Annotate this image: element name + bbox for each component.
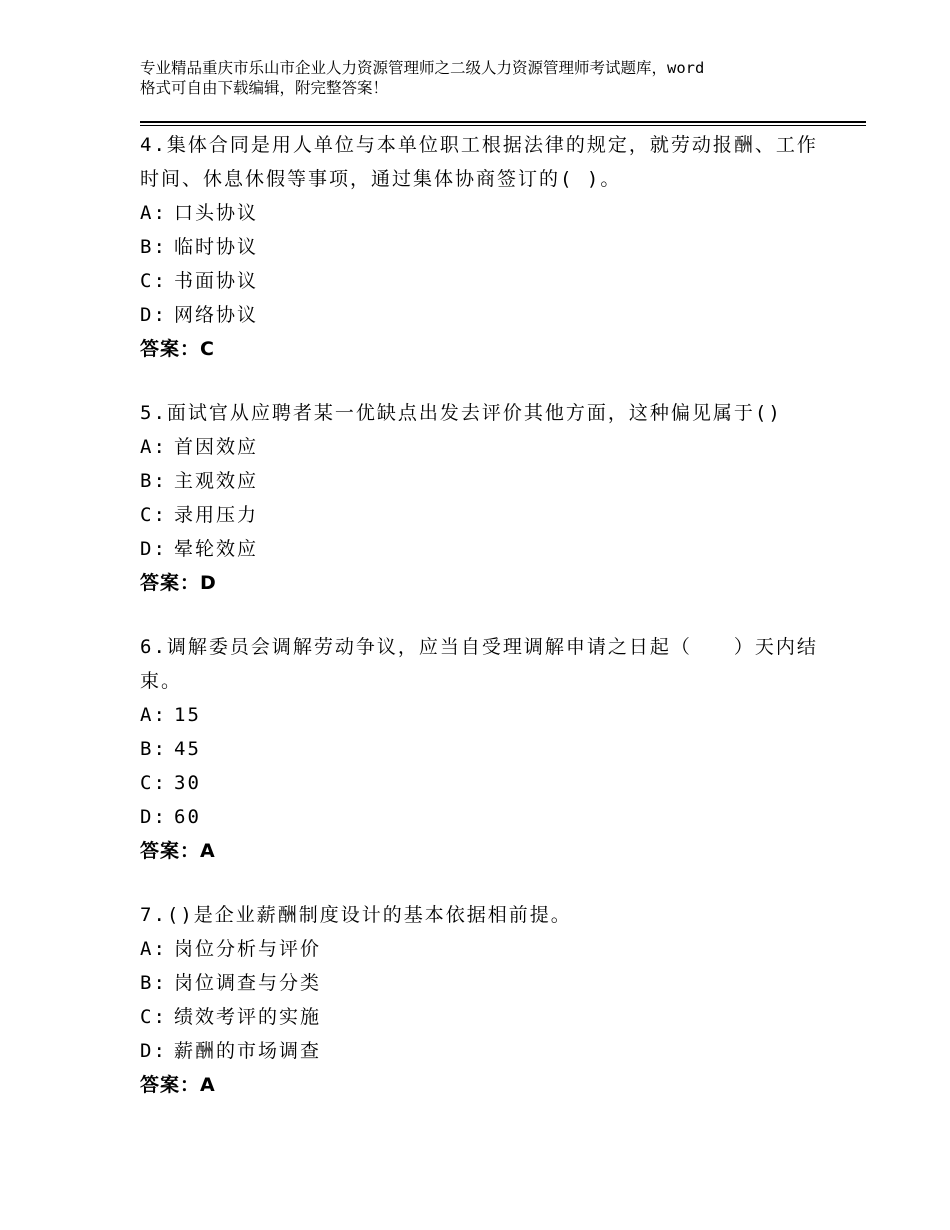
- answer-line: [140, 834, 820, 868]
- option-d: [140, 1034, 820, 1068]
- answer-line: [140, 1068, 820, 1102]
- question-stem: 7.()是企业薪酬制度设计的基本依据相前提。: [140, 904, 572, 926]
- header-divider-thick: [140, 121, 866, 123]
- option-letter: C:: [140, 772, 167, 794]
- option-letter: B:: [140, 470, 167, 492]
- option-text: 临时协议: [174, 236, 259, 258]
- option-letter: B:: [140, 738, 167, 760]
- option-text: 书面协议: [174, 270, 259, 292]
- option-letter: B:: [140, 972, 167, 994]
- option-text: 口头协议: [174, 202, 259, 224]
- option-letter: A:: [140, 704, 167, 726]
- option-b: [140, 230, 820, 264]
- option-letter: A:: [140, 436, 167, 458]
- option-text: 首因效应: [174, 436, 259, 458]
- question-list: [140, 128, 820, 1132]
- option-c: [140, 1000, 820, 1034]
- option-text: 45: [174, 738, 201, 760]
- option-letter: C:: [140, 504, 167, 526]
- option-letter: A:: [140, 202, 167, 224]
- option-text: 岗位调查与分类: [174, 972, 322, 994]
- question-item: [140, 396, 820, 600]
- option-text: 薪酬的市场调查: [174, 1040, 322, 1062]
- answer-label: 答案：: [140, 572, 201, 594]
- option-letter: D:: [140, 538, 167, 560]
- option-text: 30: [174, 772, 201, 794]
- option-text: 绩效考评的实施: [174, 1006, 322, 1028]
- question-stem: 5.面试官从应聘者某一优缺点出发去评价其他方面，这种偏见属于(): [140, 402, 782, 424]
- option-c: [140, 264, 820, 298]
- question-item: [140, 630, 820, 868]
- question-item: [140, 128, 820, 366]
- option-c: [140, 766, 820, 800]
- answer-value: A: [200, 840, 215, 862]
- option-letter: D:: [140, 806, 167, 828]
- answer-line: [140, 332, 820, 366]
- option-text: 网络协议: [174, 304, 259, 326]
- header-line-1: 专业精品重庆市乐山市企业人力资源管理师之二级人力资源管理师考试题库，word: [140, 59, 705, 77]
- header-line-2: 格式可自由下载编辑，附完整答案！: [140, 79, 389, 97]
- answer-label: 答案：: [140, 338, 201, 360]
- question-item: [140, 898, 820, 1102]
- option-a: [140, 430, 820, 464]
- option-text: 岗位分析与评价: [174, 938, 322, 960]
- option-text: 晕轮效应: [174, 538, 259, 560]
- option-letter: D:: [140, 1040, 167, 1062]
- answer-label: 答案：: [140, 1074, 201, 1096]
- option-letter: C:: [140, 1006, 167, 1028]
- question-stem: 4.集体合同是用人单位与本单位职工根据法律的规定，就劳动报酬、工作时间、休息休假等事项，通过集体协商签订的( )。: [140, 134, 818, 190]
- option-text: 15: [174, 704, 201, 726]
- option-text: 60: [174, 806, 201, 828]
- answer-value: D: [200, 572, 216, 594]
- option-b: [140, 966, 820, 1000]
- document-header: [140, 58, 840, 98]
- question-stem: 6.调解委员会调解劳动争议，应当自受理调解申请之日起（ ）天内结束。: [140, 636, 818, 692]
- option-a: [140, 698, 820, 732]
- option-d: [140, 298, 820, 332]
- option-text: 录用压力: [174, 504, 259, 526]
- header-divider-thin: [140, 125, 866, 126]
- option-text: 主观效应: [174, 470, 259, 492]
- option-letter: C:: [140, 270, 167, 292]
- option-letter: A:: [140, 938, 167, 960]
- answer-line: [140, 566, 820, 600]
- option-d: [140, 800, 820, 834]
- option-d: [140, 532, 820, 566]
- answer-label: 答案：: [140, 840, 201, 862]
- option-b: [140, 732, 820, 766]
- answer-value: A: [200, 1074, 215, 1096]
- option-b: [140, 464, 820, 498]
- option-a: [140, 196, 820, 230]
- option-c: [140, 498, 820, 532]
- option-letter: B:: [140, 236, 167, 258]
- answer-value: C: [200, 338, 214, 360]
- option-letter: D:: [140, 304, 167, 326]
- option-a: [140, 932, 820, 966]
